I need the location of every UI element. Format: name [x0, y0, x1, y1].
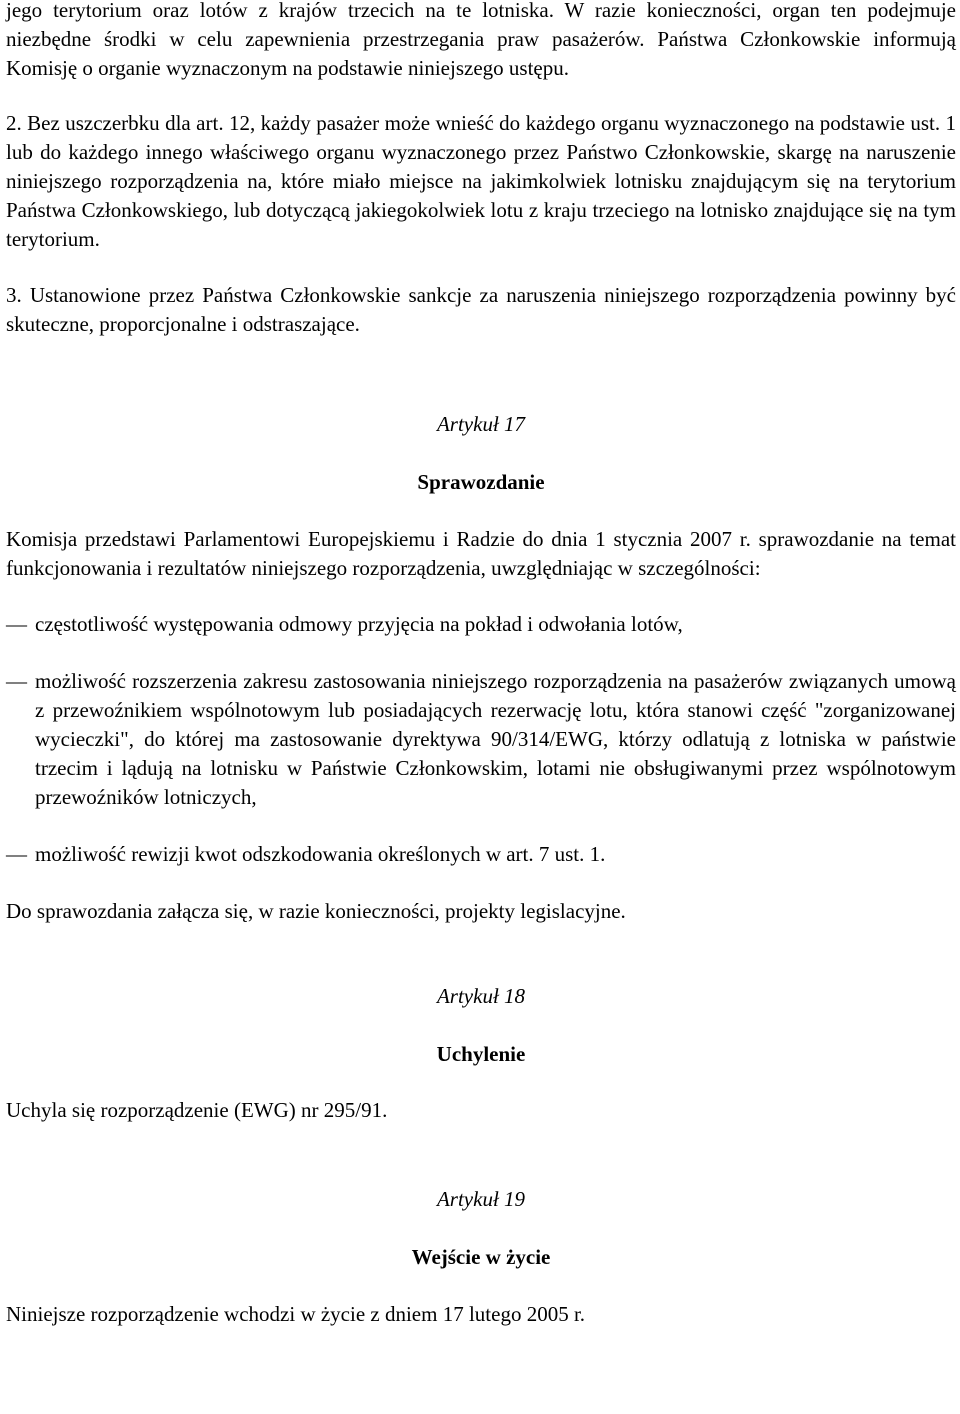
article-19-title: Wejście w życie: [411, 1245, 551, 1269]
list-item-text: możliwość rewizji kwot odszkodowania określonych w art. 7 ust. 1.: [35, 842, 606, 866]
article-17-title: Sprawozdanie: [417, 470, 545, 494]
article-17-list-item: [6, 667, 956, 812]
article-17-list-item: [6, 840, 956, 869]
paragraph-1-continuation: jego terytorium oraz lotów z krajów trzecich na te lotniska. W razie konieczności, organ ten podejmuje niezbędne środki w celu zapewnienia przestrzegania praw pasażerów. Państwa Członkowskie informują Komisję o organie wyznaczonym na podstawie niniejszego ustępu.: [6, 0, 956, 80]
article-17-closing: Do sprawozdania załącza się, w razie konieczności, projekty legislacyjne.: [6, 899, 626, 923]
dash-marker: —: [6, 669, 27, 693]
dash-marker: —: [6, 612, 27, 636]
article-17-lead: Komisja przedstawi Parlamentowi Europejskiemu i Radzie do dnia 1 stycznia 2007 r. sprawozdanie na temat funkcjonowania i rezultatów niniejszego rozporządzenia, uwzględniając w szczególności:: [6, 527, 956, 580]
paragraph-3: 3. Ustanowione przez Państwa Członkowskie sankcje za naruszenia niniejszego rozporządzenia powinny być skuteczne, proporcjonalne i odstraszające.: [6, 283, 956, 336]
article-17-number: Artykuł 17: [436, 412, 526, 436]
paragraph-2: 2. Bez uszczerbku dla art. 12, każdy pasażer może wnieść do każdego organu wyznaczonego na podstawie ust. 1 lub do każdego innego właściwego organu wyznaczonego przez Państwo Członkowskie, skargę na naruszenie niniejszego rozporządzenia na, które miało miejsce na jakimkolwiek lotnisku znajdującym się na terytorium Państwa Członkowskiego, lub dotyczącą jakiegokolwiek lotu z kraju trzeciego na lotnisko znajdujące się na tym terytorium.: [6, 111, 956, 251]
document-page: [6, 0, 956, 1329]
article-19-number: Artykuł 19: [436, 1187, 526, 1211]
article-18-title: Uchylenie: [436, 1042, 526, 1066]
article-18-text: Uchyla się rozporządzenie (EWG) nr 295/91.: [6, 1098, 388, 1122]
article-17-list-item: [6, 610, 956, 639]
article-19-text: Niniejsze rozporządzenie wchodzi w życie z dniem 17 lutego 2005 r.: [6, 1302, 586, 1326]
article-18-number: Artykuł 18: [436, 984, 526, 1008]
list-item-text: możliwość rozszerzenia zakresu zastosowania niniejszego rozporządzenia na pasażerów związanych umową z przewoźnikiem wspólnotowym lub posiadających rezerwację lotu, która stanowi część "zorganizowanej wycieczki", do której ma zastosowanie dyrektywa 90/314/EWG, którzy odlatują z lotniska w państwie trzecim i lądują na lotnisku w Państwie Członkowskim, lotami nie obsługiwanymi przez wspólnotowym przewoźników lotniczych,: [35, 669, 956, 809]
dash-marker: —: [6, 842, 27, 866]
list-item-text: częstotliwość występowania odmowy przyjęcia na pokład i odwołania lotów,: [35, 612, 683, 636]
